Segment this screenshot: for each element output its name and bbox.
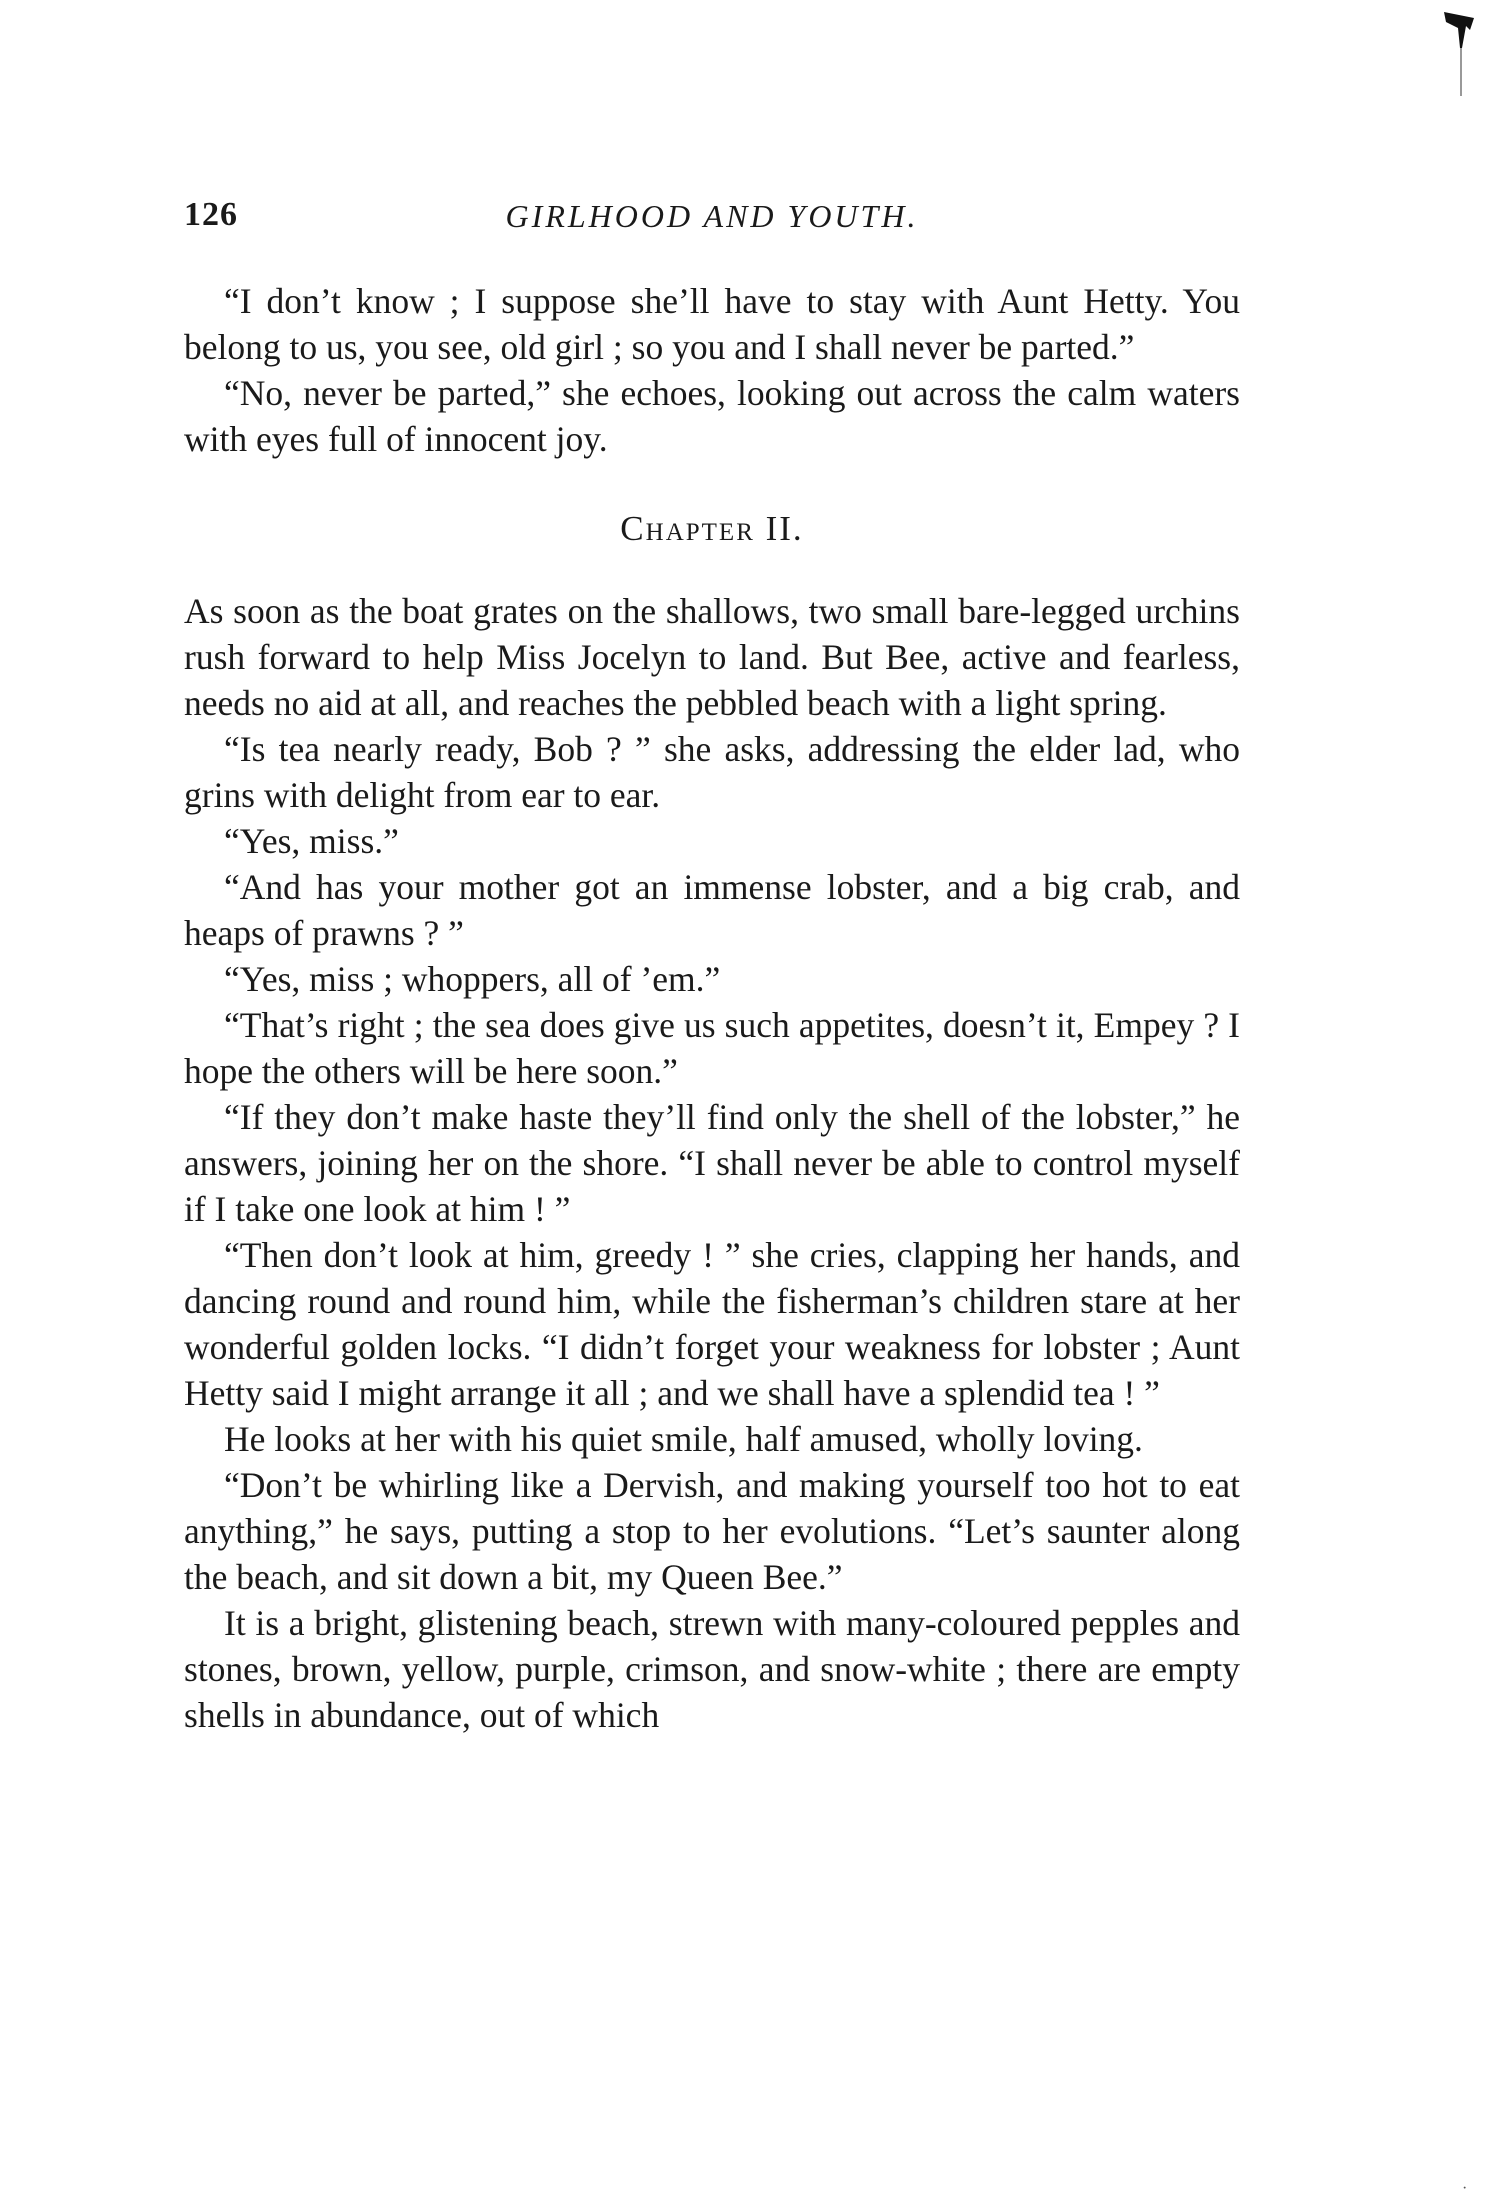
running-title: GIRLHOOD AND YOUTH. bbox=[505, 198, 919, 234]
paragraph: “That’s right ; the sea does give us such appetites, doesn’t it, Empey ? I hope the others will be here soon.” bbox=[184, 1005, 1240, 1091]
paragraph: “I don’t know ; I suppose she’ll have to stay with Aunt Hetty. You belong to us, you see, old girl ; so you and I shall never be parted.” bbox=[184, 281, 1240, 367]
page-number: 126 bbox=[184, 196, 238, 233]
paragraph: “Yes, miss.” bbox=[224, 821, 399, 861]
scan-speck: · bbox=[1462, 2180, 1468, 2197]
page-corner-mark bbox=[1440, 8, 1480, 98]
paragraph: “Yes, miss ; whoppers, all of ’em.” bbox=[224, 959, 721, 999]
paragraph: “Then don’t look at him, greedy ! ” she cries, clapping her hands, and dancing round and round him, while the fisherman’s children stare at her wonderful golden locks. “I didn’t forget your weakness for lobster ; Aunt Hetty said I might arrange it all ; and we shall have a splendid tea ! ” bbox=[184, 1235, 1240, 1413]
paragraph: “No, never be parted,” she echoes, looking out across the calm waters with eyes full of innocent joy. bbox=[184, 373, 1240, 459]
body-text bbox=[184, 278, 1240, 1738]
paragraph: “If they don’t make haste they’ll find only the shell of the lobster,” he answers, joining her on the shore. “I shall never be able to control myself if I take one look at him ! ” bbox=[184, 1097, 1240, 1229]
paragraph: “Is tea nearly ready, Bob ? ” she asks, addressing the elder lad, who grins with delight from ear to ear. bbox=[184, 729, 1240, 815]
paragraph: He looks at her with his quiet smile, half amused, wholly loving. bbox=[224, 1419, 1143, 1459]
paragraph: “Don’t be whirling like a Dervish, and making yourself too hot to eat anything,” he says, putting a stop to her evolutions. “Let’s saunter along the beach, and sit down a bit, my Queen Bee.” bbox=[184, 1465, 1240, 1597]
paragraph: “And has your mother got an immense lobster, and a big crab, and heaps of prawns ? ” bbox=[184, 867, 1240, 953]
paragraph: As soon as the boat grates on the shallows, two small bare-legged urchins rush forward to help Miss Jocelyn to land. But Bee, active and fearless, needs no aid at all, and reaches the pebbled beach with a light spring. bbox=[184, 591, 1240, 723]
running-head bbox=[184, 196, 1240, 246]
paragraph: It is a bright, glistening beach, strewn with many-coloured pepples and stones, brown, yellow, purple, crimson, and snow-white ; there are empty shells in abundance, out of which bbox=[184, 1603, 1240, 1735]
chapter-heading: Chapter II. bbox=[620, 509, 804, 548]
